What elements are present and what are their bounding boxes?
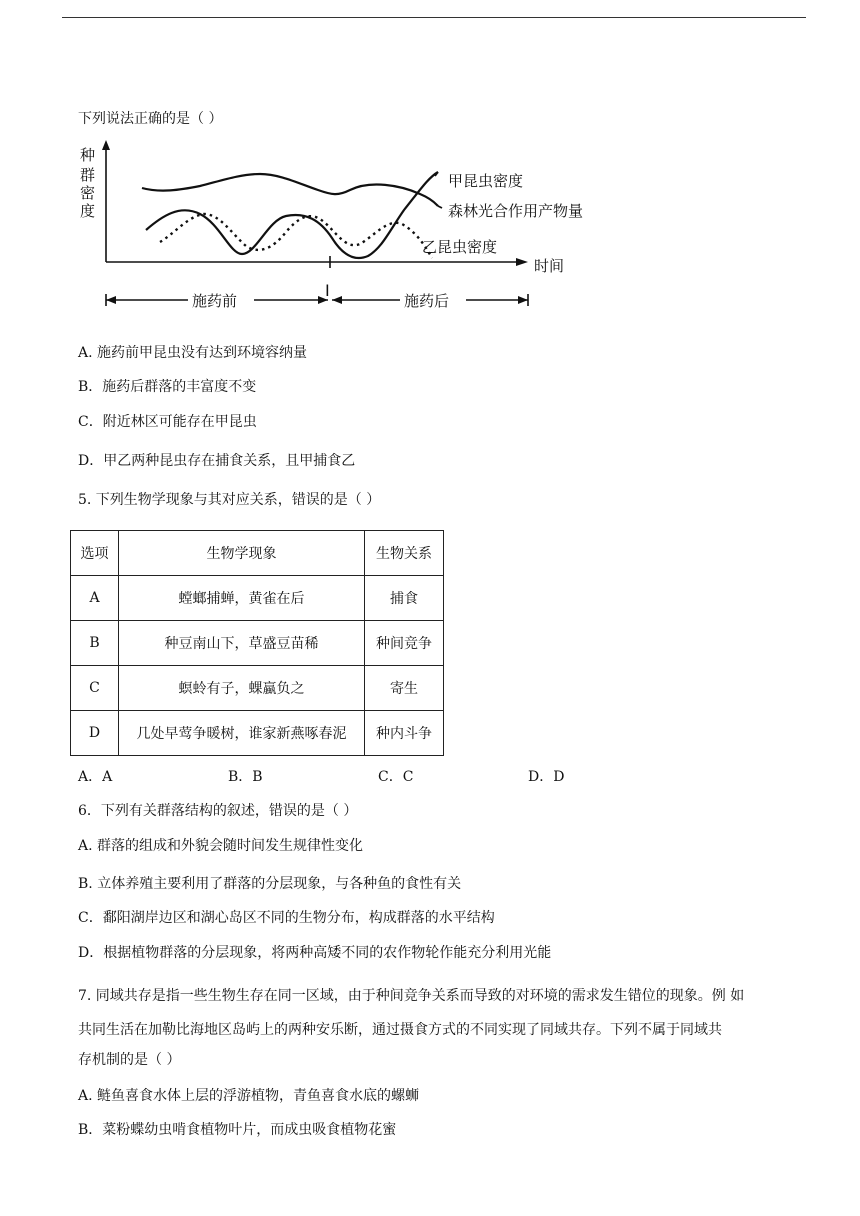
table-cell: 捕食 (365, 576, 444, 621)
x-axis-arrow (516, 258, 528, 266)
q5-answer-c: C．C (378, 769, 414, 785)
table-cell: 种间竞争 (365, 621, 444, 666)
q7-stem-line-2: 共同生活在加勒比海地区岛屿上的两种安乐断，通过摄食方式的不同实现了同域共存。下列不属于同域共 (78, 1022, 722, 1038)
treatment-marker: I (325, 281, 330, 300)
q7-option-a: A. 鲢鱼喜食水体上层的浮游植物，青鱼喜食水底的螺蛳 (78, 1088, 420, 1104)
y-axis-arrow (102, 140, 110, 150)
q6-stem: 6．下列有关群落结构的叙述，错误的是（ ） (78, 803, 358, 819)
q4-stem: 下列说法正确的是（ ） (78, 111, 223, 127)
table-header-row (71, 531, 444, 576)
beetle-a-curve (146, 172, 438, 258)
y-axis-label-2: 群 (80, 166, 96, 184)
arrow-mid-right (332, 296, 342, 304)
leader-line-production (438, 206, 442, 208)
q4-option-a: A. 施药前甲昆虫没有达到环境容纳量 (78, 345, 308, 361)
series-label-beetle-b: 乙昆虫密度 (422, 238, 498, 256)
series-label-forest-production: 森林光合作用产物量 (448, 202, 584, 220)
table-row (71, 666, 444, 711)
table-header-cell: 选项 (71, 531, 119, 576)
series-label-beetle-a: 甲昆虫密度 (448, 172, 524, 190)
table-cell: 寄生 (365, 666, 444, 711)
arrow-left (106, 296, 116, 304)
q5-stem: 5. 下列生物学现象与其对应关系，错误的是（ ） (78, 492, 381, 508)
table-cell: 几处早莺争暖树，谁家新燕啄春泥 (119, 711, 365, 756)
q5-answer-d: D．D (528, 769, 565, 785)
table-header-cell: 生物学现象 (119, 531, 365, 576)
table-cell: 螳螂捕蝉，黄雀在后 (119, 576, 365, 621)
table-row (71, 576, 444, 621)
table-cell: 种内斗争 (365, 711, 444, 756)
y-axis-label-3: 密 (80, 184, 96, 202)
q6-option-a: A. 群落的组成和外貌会随时间发生规律性变化 (78, 838, 364, 854)
table-cell: 螟蛉有子，蜾蠃负之 (119, 666, 365, 711)
y-axis-label-1: 种 (80, 146, 96, 164)
q5-answer-a: A．A (78, 769, 113, 785)
beetle-b-curve (160, 214, 432, 258)
q5-answer-b: B．B (228, 769, 263, 785)
arrow-right (518, 296, 528, 304)
table-cell: A (71, 576, 119, 621)
period-before-label: 施药前 (192, 292, 238, 310)
table-cell: B (71, 621, 119, 666)
period-after-label: 施药后 (404, 292, 450, 310)
q4-option-d: D．甲乙两种昆虫存在捕食关系，且甲捕食乙 (78, 453, 356, 469)
table-row (71, 711, 444, 756)
table-cell: C (71, 666, 119, 711)
population-density-figure (70, 138, 610, 318)
q7-option-b: B．菜粉蝶幼虫啃食植物叶片，而成虫吸食植物花蜜 (78, 1122, 397, 1138)
q6-option-b: B. 立体养殖主要利用了群落的分层现象，与各种鱼的食性有关 (78, 876, 462, 892)
table-cell: 种豆南山下，草盛豆苗稀 (119, 621, 365, 666)
header-rule (62, 17, 806, 18)
x-axis-label: 时间 (534, 257, 565, 275)
y-axis-label-4: 度 (80, 202, 96, 220)
q5-table (70, 530, 444, 756)
q4-option-c: C．附近林区可能存在甲昆虫 (78, 414, 257, 430)
forest-production-curve (142, 174, 438, 206)
table-cell: D (71, 711, 119, 756)
q6-option-c: C．鄱阳湖岸边区和湖心岛区不同的生物分布，构成群落的水平结构 (78, 910, 495, 926)
table-header-cell: 生物关系 (365, 531, 444, 576)
q7-stem-line-1: 7. 同域共存是指一些生物生存在同一区域，由于种间竞争关系而导致的对环境的需求发生错位的现象。例 如 (78, 988, 745, 1004)
q6-option-d: D．根据植物群落的分层现象，将两种高矮不同的农作物轮作能充分利用光能 (78, 945, 552, 961)
q7-stem-line-3: 存机制的是（ ） (78, 1052, 181, 1068)
q4-option-b: B．施药后群落的丰富度不变 (78, 379, 257, 395)
table-row (71, 621, 444, 666)
